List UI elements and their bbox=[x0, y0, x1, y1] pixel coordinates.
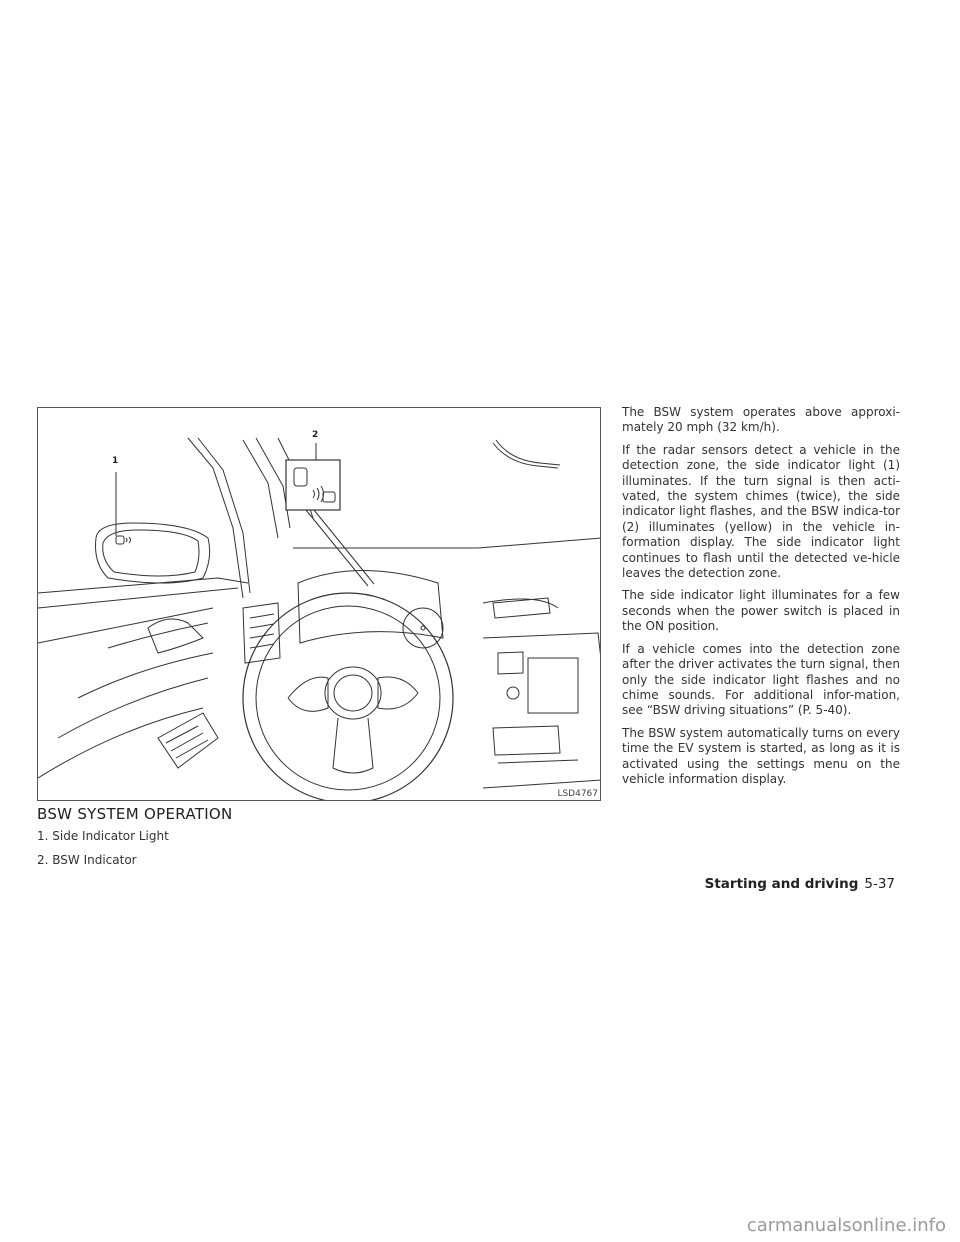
dashboard-illustration bbox=[38, 408, 601, 801]
body-text bbox=[622, 405, 900, 794]
paragraph: The BSW system operates above approxi-mately 20 mph (32 km/h). bbox=[622, 405, 900, 435]
figure-legend bbox=[37, 829, 169, 877]
paragraph: If a vehicle comes into the detection zone after the driver activates the turn signal, then only the side indicator light flashes and no chime sounds. For additional infor-mation, see “BSW driving situations” (P. 5-40). bbox=[622, 641, 900, 718]
legend-item: 1. Side Indicator Light bbox=[37, 829, 169, 843]
side-mirror-outline bbox=[96, 523, 210, 583]
callout-2: 2 bbox=[312, 430, 319, 440]
section-title: BSW SYSTEM OPERATION bbox=[37, 805, 233, 823]
steering-wheel bbox=[243, 593, 453, 801]
paragraph: The side indicator light illuminates for a few seconds when the power switch is placed in the ON position. bbox=[622, 588, 900, 634]
page-footer bbox=[705, 876, 895, 892]
watermark-link[interactable]: carmanualsonline.info bbox=[746, 1215, 946, 1236]
instrument-cluster bbox=[298, 571, 443, 644]
footer-section-name: Starting and driving bbox=[704, 876, 859, 892]
paragraph: The BSW system automatically turns on every time the EV system is started, as long as it is activated using the settings menu on the vehicle information display. bbox=[622, 725, 900, 786]
paragraph: If the radar sensors detect a vehicle in the detection zone, the side indicator light (1) illuminates. If the turn signal is then acti-vated, the system chimes (twice), the side indicator light flashes, and the BSW indica-tor (2) illuminates (yellow) in the vehicle in-formation display. The side indicator light continues to flash until the detected ve-hicle leaves the detection zone. bbox=[622, 442, 900, 581]
figure-code: LSD4767 bbox=[557, 789, 598, 799]
callout-1: 1 bbox=[112, 456, 119, 466]
illustration-figure bbox=[37, 407, 601, 801]
page-number: 5-37 bbox=[864, 876, 895, 892]
legend-item: 2. BSW Indicator bbox=[37, 853, 137, 867]
